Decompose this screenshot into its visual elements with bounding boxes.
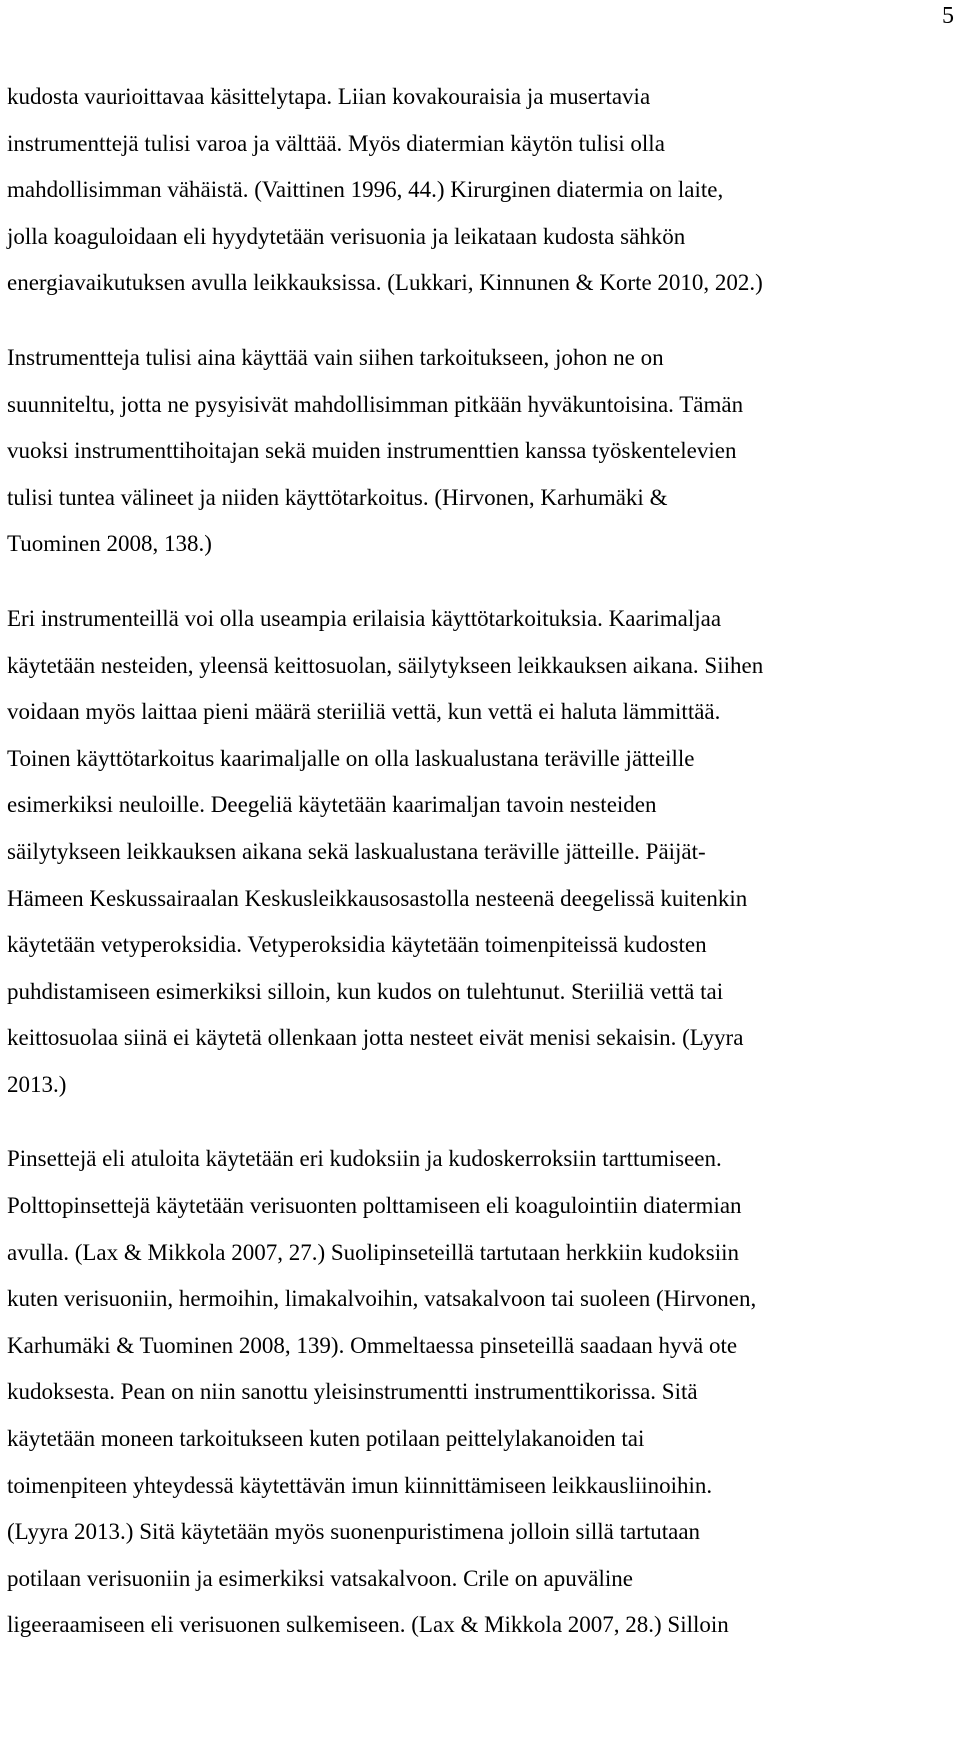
paragraph-spacer — [7, 1108, 951, 1136]
text-line: Karhumäki & Tuominen 2008, 139). Ommeltaessa pinseteillä saadaan hyvä ote — [7, 1332, 738, 1358]
text-line: voidaan myös laittaa pieni määrä steriiliä vettä, kun vettä ei haluta lämmittää. — [7, 699, 721, 725]
text-line: tulisi tuntea välineet ja niiden käyttötarkoitus. (Hirvonen, Karhumäki & — [7, 484, 668, 510]
text-line: vuoksi instrumenttihoitajan sekä muiden instrumenttien kanssa työskentelevien — [7, 438, 737, 464]
text-line: Eri instrumenteillä voi olla useampia erilaisia käyttötarkoituksia. Kaarimaljaa — [7, 605, 722, 631]
text-line: instrumenttejä tulisi varoa ja välttää. Myös diatermian käytön tulisi olla — [7, 130, 665, 156]
paragraph-instrument-use — [7, 335, 951, 568]
paragraph-spacer — [7, 568, 951, 596]
paragraph-bowls — [7, 596, 951, 1109]
text-line: Hämeen Keskussairaalan Keskusleikkausosastolla nesteenä deegelissä kuitenkin — [7, 885, 748, 911]
text-line: puhdistamiseen esimerkiksi silloin, kun kudos on tulehtunut. Steriiliä vettä tai — [7, 978, 724, 1004]
text-line: energiavaikutuksen avulla leikkauksissa. (Lukkari, Kinnunen & Korte 2010, 202.) — [7, 270, 763, 296]
text-line: kuten verisuoniin, hermoihin, limakalvoihin, vatsakalvoon tai suoleen (Hirvonen, — [7, 1286, 757, 1312]
text-line: potilaan verisuoniin ja esimerkiksi vatsakalvoon. Crile on apuväline — [7, 1565, 633, 1591]
text-line: kudoksesta. Pean on niin sanottu yleisinstrumentti instrumenttikorissa. Sitä — [7, 1379, 698, 1405]
text-line: ligeeraamiseen eli verisuonen sulkemiseen. (Lax & Mikkola 2007, 28.) Silloin — [7, 1612, 729, 1638]
paragraph-diathermy — [7, 74, 951, 307]
text-line: käytetään nesteiden, yleensä keittosuolan, säilytykseen leikkauksen aikana. Siihen — [7, 652, 764, 678]
text-line: säilytykseen leikkauksen aikana sekä laskualustana teräville jätteille. Päijät- — [7, 838, 706, 864]
text-line: 2013.) — [7, 1071, 67, 1097]
body-text — [7, 74, 951, 1649]
text-line: (Lyyra 2013.) Sitä käytetään myös suonenpuristimena jolloin sillä tartutaan — [7, 1519, 701, 1545]
text-line: toimenpiteen yhteydessä käytettävän imun kiinnittämiseen leikkausliinoihin. — [7, 1472, 713, 1498]
text-line: suunniteltu, jotta ne pysyisivät mahdollisimman pitkään hyväkuntoisina. Tämän — [7, 391, 744, 417]
text-line: keittosuolaa siinä ei käytetä ollenkaan jotta nesteet eivät menisi sekaisin. (Lyyra — [7, 1025, 744, 1051]
text-line: kudosta vaurioittavaa käsittelytapa. Liian kovakouraisia ja musertavia — [7, 84, 651, 109]
text-line: Polttopinsettejä käytetään verisuonten polttamiseen eli koagulointiin diatermian — [7, 1193, 742, 1219]
text-line: jolla koaguloidaan eli hyydytetään verisuonia ja leikataan kudosta sähkön — [7, 223, 686, 249]
text-line: Tuominen 2008, 138.) — [7, 531, 212, 557]
text-line: Toinen käyttötarkoitus kaarimaljalle on olla laskualustana teräville jätteille — [7, 745, 695, 771]
page-number: 5 — [942, 3, 954, 29]
paragraph-spacer — [7, 307, 951, 335]
text-line: käytetään moneen tarkoitukseen kuten potilaan peittelylakanoiden tai — [7, 1426, 645, 1452]
paragraph-forceps — [7, 1136, 951, 1649]
text-line: Pinsettejä eli atuloita käytetään eri kudoksiin ja kudoskerroksiin tarttumiseen. — [7, 1146, 722, 1172]
text-line: mahdollisimman vähäistä. (Vaittinen 1996, 44.) Kirurginen diatermia on laite, — [7, 177, 724, 203]
text-line: esimerkiksi neuloille. Deegeliä käytetään kaarimaljan tavoin nesteiden — [7, 792, 657, 818]
text-line: Instrumentteja tulisi aina käyttää vain siihen tarkoitukseen, johon ne on — [7, 344, 664, 370]
text-line: käytetään vetyperoksidia. Vetyperoksidia käytetään toimenpiteissä kudosten — [7, 932, 707, 958]
text-line: avulla. (Lax & Mikkola 2007, 27.) Suolipinseteillä tartutaan herkkiin kudoksiin — [7, 1239, 740, 1265]
